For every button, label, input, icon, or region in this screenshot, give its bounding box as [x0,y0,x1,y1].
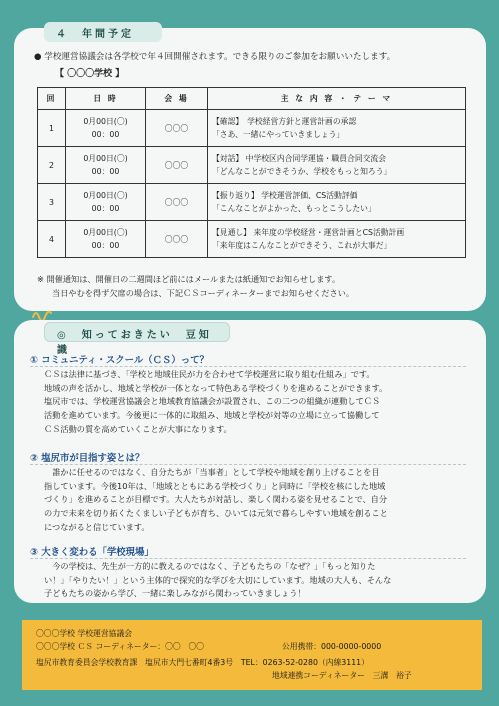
row-theme-title: 【対話】 中学校区内合同学運協・職員合同交流会 [212,154,387,163]
row-date-day: 0月00日(〇) [83,117,128,126]
row-date [66,110,146,147]
paragraph-line: 指しています。今後10年は、「地域とともにある学校づくり」と同時に「学校を核にした地域 [44,480,386,491]
table-row [38,184,466,221]
row-date [66,221,146,258]
row-theme [208,221,466,258]
table-header-row [38,88,466,110]
paragraph-line: 今の学校は、先生が一方的に教えるのではなく、子どもたちの「なぜ？」「もっと知りた [44,561,376,571]
intro-bullet-text: 学校運営協議会は各学校で年４回開催されます。できる限りのご参加をお願いいたします。 [44,52,396,62]
row-date-time: 00：00 [91,167,120,176]
row-place: 〇〇〇 [146,221,208,258]
section-tag-annual-schedule: ４ 年間予定 [44,22,162,42]
row-date [66,147,146,184]
row-date-day: 0月00日(〇) [83,154,128,163]
row-num: 1 [38,110,66,147]
contact-footer [22,620,482,690]
trivia-paragraph-school [44,560,466,601]
footer-mobile: 公用携帯：000-0000-0000 [282,642,382,651]
trivia-heading-goal: ② 塩尻市が目指す姿とは？ [30,450,144,464]
paragraph-line: 塩尻市では、学校運営協議会と地域教育協議会が設置され、この二つの組織が連動してＣＳ [44,396,381,407]
row-place: 〇〇〇 [146,147,208,184]
row-theme-quote: 「こんなことがよかった、もっとこうしたい」 [212,204,376,213]
header-place: 会 場 [146,88,208,110]
intro-bullet: ● 学校運営協議会は各学校で年４回開催されます。できる限りのご参加をお願いいたします。 [34,52,396,62]
row-num: 2 [38,147,66,184]
row-theme-title: 【振り返り】 学校運営評価、CS活動評価 [212,191,358,200]
row-theme-quote: 「来年度はこんなことができそう、これが大事だ」 [212,241,392,250]
paragraph-line: の力で未来を切り拓くたくましい子どもが育ち、ひいては元気で暮らしやすい地域を創ること [44,508,388,519]
row-num: 4 [38,221,66,258]
squiggle-decoration-icon [31,307,55,321]
row-date-time: 00：00 [91,241,120,250]
row-place: 〇〇〇 [146,110,208,147]
row-num: 3 [38,184,66,221]
footer-office: 塩尻市教育委員会学校教育課 塩尻市大門七番町4番3号 TEL：0263-52-0280（内線3111） [36,658,369,667]
row-theme-title: 【見通し】 来年度の学校経営・運営計画とCS活動計画 [212,228,405,237]
trivia-paragraph-goal [44,466,466,535]
paragraph-line: 子どもたちの姿から学び、一緒に楽しみながら関わっていきましょう！ [44,588,306,599]
header-date: 日 時 [66,88,146,110]
trivia-heading-cs: ① コミュニティ・スクール（ＣＳ）って？ [30,352,209,366]
paragraph-line: 地域の声を活かし、地域と学校が一体となって特色ある学校づくりを進めることができます。 [44,382,388,393]
paragraph-line: い！」「やりたい！」という主体的で探究的な学びを大切にしています。地域の大人も、そんな [44,574,392,585]
paragraph-line: ＣＳは法律に基づき、「学校と地域住民が力を合わせて学校運営に取り組む仕組み」です。 [44,369,375,379]
table-row [38,110,466,147]
paragraph-line: づくり」を進めることが目標です。大人たちが対話し、楽しく関わる姿を見せることで、自分 [44,494,388,505]
school-label: 【 〇〇〇学校 】 [55,69,125,79]
row-theme [208,147,466,184]
table-row [38,147,466,184]
paragraph-line: につながると信じています。 [44,521,150,532]
trivia-paragraph-cs [44,368,466,437]
table-row [38,221,466,258]
row-theme-title: 【確認】 学校経営方針と運営計画の承認 [212,117,357,126]
notice-line-2: 当日やむを得ず欠席の場合は、下記ＣＳコーディネーターまでお知らせください。 [52,288,355,298]
row-theme-quote: 「さあ、一緒にやっていきましょう」 [212,130,345,139]
footer-coordinator: 〇〇〇学校 ＣＳ コーディネーター：〇〇 〇〇 [36,642,205,651]
trivia-heading-school: ③ 大きく変わる「学校現場」 [30,544,154,558]
row-date-time: 00：00 [91,204,120,213]
footer-council: 〇〇〇学校 学校運営協議会 [36,629,133,638]
row-date-day: 0月00日(〇) [83,191,128,200]
paragraph-line: 誰かに任せるのではなく、自分たちが「当事者」として学校や地域を創り上げることを目 [44,467,380,477]
row-date-time: 00：00 [91,130,120,139]
header-theme: 主 な 内 容 ・ テ ー マ [208,88,466,110]
notice-line-1: ※ 開催通知は、開催日の二週間ほど前にはメールまたは紙通知でお知らせします。 [37,274,341,284]
header-num: 回 [38,88,66,110]
paragraph-line: ＣＳ活動の質を高めていくことが大事になります。 [44,423,232,434]
row-theme [208,184,466,221]
row-date-day: 0月00日(〇) [83,228,128,237]
row-theme-quote: 「どんなことができそうか、学校をもっと知ろう」 [212,167,392,176]
row-theme [208,110,466,147]
section-tag-trivia: ◎ 知っておきたい 豆知識 [44,322,230,342]
schedule-table [37,87,466,258]
row-place: 〇〇〇 [146,184,208,221]
row-date [66,184,146,221]
footer-regional-coordinator: 地域連携コーディネーター 三溝 裕子 [272,671,412,680]
paragraph-line: 活動を進めています。今後更に一体的に取組み、地域と学校が対等の立場に立って協働して [44,410,380,421]
